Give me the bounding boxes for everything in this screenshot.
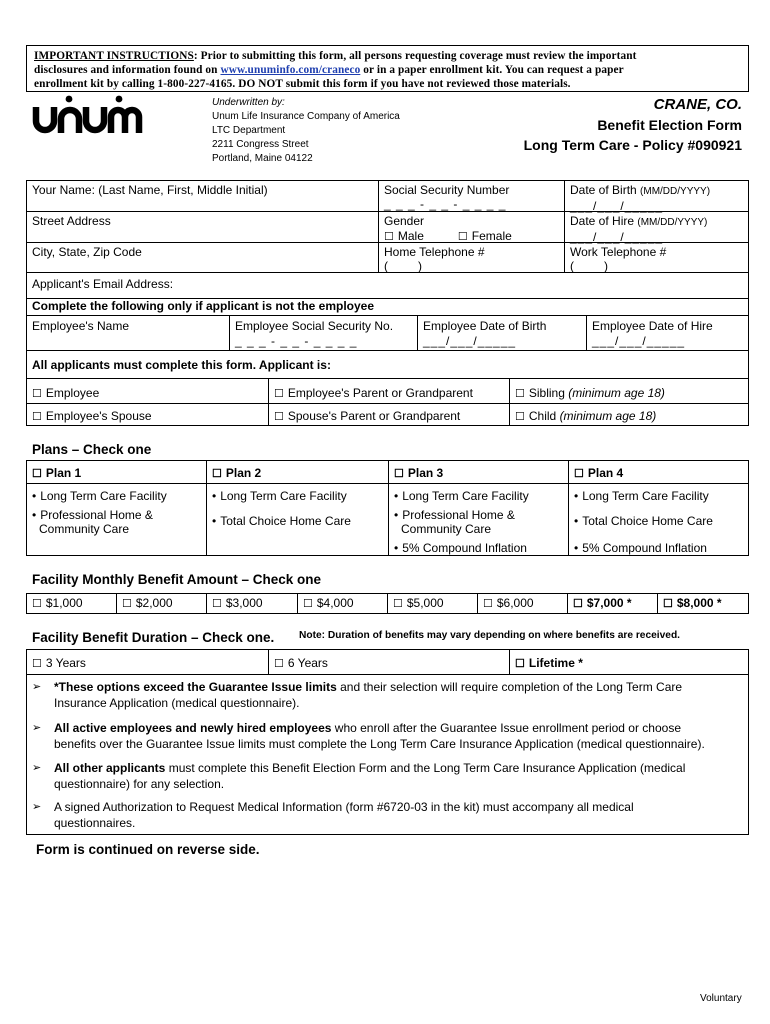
amount-option-label: $4,000: [316, 596, 354, 610]
facility-amount-title: Facility Monthly Benefit Amount – Check one: [32, 572, 322, 587]
plan-benefit-text: 5% Compound Inflation: [402, 541, 527, 555]
plan-benefit: [569, 511, 718, 531]
doh-label: Date of Hire: [570, 214, 638, 228]
duration-title: Facility Benefit Duration – Check one.: [32, 630, 275, 645]
underwriter-city: Portland, Maine 04122: [212, 153, 313, 164]
plan-benefit-text: Professional Home &: [402, 508, 515, 522]
relationship-sibling-checkbox[interactable]: [510, 383, 670, 403]
plan-name: Plan 1: [45, 466, 82, 480]
name-label: Your Name: (Last Name, First, Middle Initial): [32, 183, 268, 197]
arrow-bullet-icon: ➢: [32, 801, 42, 813]
note-bold: All active employees and newly hired employees: [54, 721, 332, 735]
plan-benefit-text: Long Term Care Facility: [582, 489, 709, 503]
street-label: Street Address: [32, 214, 111, 228]
plan-benefit: [207, 486, 352, 506]
female-checkbox[interactable]: [458, 229, 512, 243]
plan-benefit-text: Community Care: [401, 522, 492, 536]
relationship-emp-parent-checkbox[interactable]: [269, 383, 478, 403]
arrow-bullet-icon: ➢: [32, 722, 42, 734]
home-phone-blank: ( ): [384, 259, 422, 273]
plan-benefit-text: Total Choice Home Care: [582, 514, 713, 528]
note-item: [54, 720, 744, 752]
employee-dob-label: Employee Date of Birth: [423, 319, 547, 333]
note-text: Insurance Application (medical questionnaire).: [54, 696, 300, 710]
relationship-spouse-parent-label: Spouse's Parent or Grandparent: [287, 409, 461, 423]
work-phone-label: Work Telephone #: [570, 245, 667, 259]
plan-benefit: [569, 486, 714, 506]
street-field[interactable]: [27, 211, 116, 231]
amount-option-checkbox[interactable]: [658, 594, 727, 613]
relationship-sibling-note: (minimum age 18): [568, 386, 665, 400]
plan-1-checkbox[interactable]: [27, 463, 86, 483]
amount-option-checkbox[interactable]: [27, 594, 88, 613]
home-phone-label: Home Telephone #: [384, 245, 485, 259]
relationship-employee-checkbox[interactable]: [27, 383, 104, 403]
gender-label: Gender: [384, 214, 425, 228]
plan-benefit: [569, 538, 712, 558]
email-label: Applicant's Email Address:: [32, 277, 174, 291]
plan-benefit-text: Total Choice Home Care: [220, 514, 351, 528]
duration-note: Note: Duration of benefits may vary depending on where benefits are received.: [299, 630, 680, 641]
amount-option-checkbox[interactable]: [298, 594, 359, 613]
underwriter-label: Underwritten by:: [212, 97, 285, 108]
plan-benefit: [389, 486, 534, 506]
duration-lifetime-label: Lifetime *: [528, 656, 583, 670]
plan-name: Plan 2: [225, 466, 262, 480]
arrow-bullet-icon: ➢: [32, 681, 42, 693]
duration-3-years-checkbox[interactable]: [27, 653, 91, 673]
plan-benefit-text: Long Term Care Facility: [220, 489, 347, 503]
duration-6-years-checkbox[interactable]: [269, 653, 333, 673]
unum-logo: [30, 95, 148, 139]
underwriter-company: Unum Life Insurance Company of America: [212, 111, 400, 122]
name-field[interactable]: [27, 180, 273, 200]
relationship-sibling-label: Sibling: [528, 386, 569, 400]
dob-label: Date of Birth: [570, 183, 641, 197]
relationship-spouse-parent-checkbox[interactable]: [269, 406, 465, 426]
company-name: CRANE, CO.: [653, 96, 742, 113]
instructions-text: or in a paper enrollment kit. You can request a paper: [360, 64, 624, 76]
plan-benefit-text: Long Term Care Facility: [40, 489, 167, 503]
amount-option-label: $3,000: [225, 596, 263, 610]
plan-benefit-text: Community Care: [39, 522, 130, 536]
employee-doh-blank: ___/___/_____: [592, 334, 686, 348]
plan-benefit: [389, 505, 520, 539]
note-text: and their selection will require completion of the Long Term Care: [336, 680, 683, 694]
ssn-blank: _ _ _ - _ _ - _ _ _ _: [384, 197, 507, 211]
ssn-field[interactable]: [379, 180, 514, 214]
amount-option-label: $6,000: [496, 596, 534, 610]
employee-doh-label: Employee Date of Hire: [592, 319, 713, 333]
amount-option-checkbox[interactable]: [117, 594, 178, 613]
note-text: questionnaires.: [54, 816, 136, 830]
email-field[interactable]: [27, 274, 178, 294]
duration-6-years-label: 6 Years: [287, 656, 328, 670]
amount-option-label: $2,000: [135, 596, 173, 610]
relationship-spouse-label: Employee's Spouse: [45, 409, 152, 423]
work-phone-field[interactable]: [565, 242, 671, 276]
amount-option-label: $1,000: [45, 596, 83, 610]
amount-option-label: $5,000: [406, 596, 444, 610]
underwriter-dept: LTC Department: [212, 125, 286, 136]
doh-blank: ___/___/_____: [570, 230, 664, 244]
female-label: Female: [471, 229, 512, 243]
instructions-link[interactable]: www.unuminfo.com/craneco: [220, 64, 361, 76]
plan-name: Plan 4: [587, 466, 624, 480]
plan-benefit-text: Long Term Care Facility: [402, 489, 529, 503]
dob-format: (MM/DD/YYYY): [640, 186, 711, 197]
city-field[interactable]: [27, 242, 147, 262]
note-text: who enroll after the Guarantee Issue enrollment period or choose: [331, 721, 681, 735]
relationship-child-checkbox[interactable]: [510, 406, 661, 426]
plan-benefit: [27, 505, 158, 539]
employee-ssn-blank: _ _ _ - _ _ - _ _ _ _: [235, 334, 358, 348]
plan-benefit-text: Professional Home &: [40, 508, 153, 522]
plan-benefit-text: 5% Compound Inflation: [582, 541, 707, 555]
city-label: City, State, Zip Code: [32, 245, 142, 259]
duration-3-years-label: 3 Years: [45, 656, 86, 670]
amount-option-checkbox[interactable]: [207, 594, 268, 613]
plan-4-checkbox[interactable]: [569, 463, 628, 483]
instructions-label: IMPORTANT INSTRUCTIONS: [34, 50, 194, 62]
instructions-text: : Prior to submitting this form, all persons requesting coverage must review the important: [193, 50, 637, 62]
note-text: questionnaire) for any selection.: [54, 777, 225, 791]
continued-text: Form is continued on reverse side.: [36, 842, 260, 857]
employee-name-label: Employee's Name: [32, 319, 129, 333]
employee-ssn-label: Employee Social Security No.: [235, 319, 394, 333]
note-text: benefits over the Guarantee Issue limits must complete the Long Term Care Insurance Application (medical questionnaire).: [54, 737, 705, 751]
amount-option-label: $7,000 *: [586, 596, 632, 610]
plan-benefit: [207, 511, 356, 531]
male-label: Male: [397, 229, 424, 243]
note-item: [54, 679, 744, 711]
relationship-title: All applicants must complete this form. Applicant is:: [32, 358, 331, 372]
footer-voluntary: Voluntary: [700, 993, 742, 1004]
plans-title: Plans – Check one: [32, 442, 152, 457]
ssn-label: Social Security Number: [384, 183, 510, 197]
plan-benefit: [389, 538, 532, 558]
male-checkbox[interactable]: [384, 229, 424, 243]
employee-dob-field[interactable]: [418, 316, 551, 352]
dob-blank: ___/___/_____: [570, 199, 664, 213]
plan-name: Plan 3: [407, 466, 444, 480]
form-title: Benefit Election Form: [597, 117, 742, 133]
policy-title: Long Term Care - Policy #090921: [523, 137, 742, 153]
note-item: [54, 799, 744, 831]
note-text: A signed Authorization to Request Medical Information (form #6720-03 in the kit) must accompany all medical: [54, 800, 634, 814]
important-instructions: [26, 45, 749, 92]
relationship-child-label: Child: [528, 409, 560, 423]
note-text: must complete this Benefit Election Form and the Long Term Care Insurance Application (medical: [165, 761, 686, 775]
relationship-child-note: (minimum age 18): [559, 409, 657, 423]
duration-lifetime-checkbox[interactable]: [510, 653, 588, 673]
relationship-employee-label: Employee: [45, 386, 100, 400]
note-bold: *These options exceed the Guarantee Issue limits: [54, 680, 337, 694]
arrow-bullet-icon: ➢: [32, 762, 42, 774]
employee-section-title: Complete the following only if applicant is not the employee: [32, 299, 375, 313]
amount-option-checkbox[interactable]: [568, 594, 637, 613]
home-phone-field[interactable]: [379, 242, 490, 276]
plan-benefit: [27, 486, 172, 506]
relationship-emp-parent-label: Employee's Parent or Grandparent: [287, 386, 473, 400]
employee-name-field[interactable]: [27, 316, 134, 336]
amount-option-label: $8,000 *: [676, 596, 722, 610]
work-phone-blank: ( ): [570, 259, 608, 273]
amount-option-checkbox[interactable]: [478, 594, 539, 613]
instructions-text: disclosures and information found on: [34, 64, 221, 76]
note-item: [54, 760, 744, 792]
plan-2-checkbox[interactable]: [207, 463, 266, 483]
amount-option-checkbox[interactable]: [388, 594, 449, 613]
note-bold: All other applicants: [54, 761, 166, 775]
instructions-text: enrollment kit by calling 1-800-227-4165. DO NOT submit this form if you have not reviewed those materials.: [34, 78, 571, 90]
employee-dob-blank: ___/___/_____: [423, 334, 517, 348]
underwriter-info: [212, 96, 400, 166]
form-header: [524, 95, 742, 155]
employee-doh-field[interactable]: [587, 316, 718, 352]
employee-ssn-field[interactable]: [230, 316, 398, 352]
relationship-spouse-checkbox[interactable]: [27, 406, 157, 426]
doh-format: (MM/DD/YYYY): [637, 217, 708, 228]
plan-3-checkbox[interactable]: [389, 463, 448, 483]
underwriter-street: 2211 Congress Street: [212, 139, 309, 150]
